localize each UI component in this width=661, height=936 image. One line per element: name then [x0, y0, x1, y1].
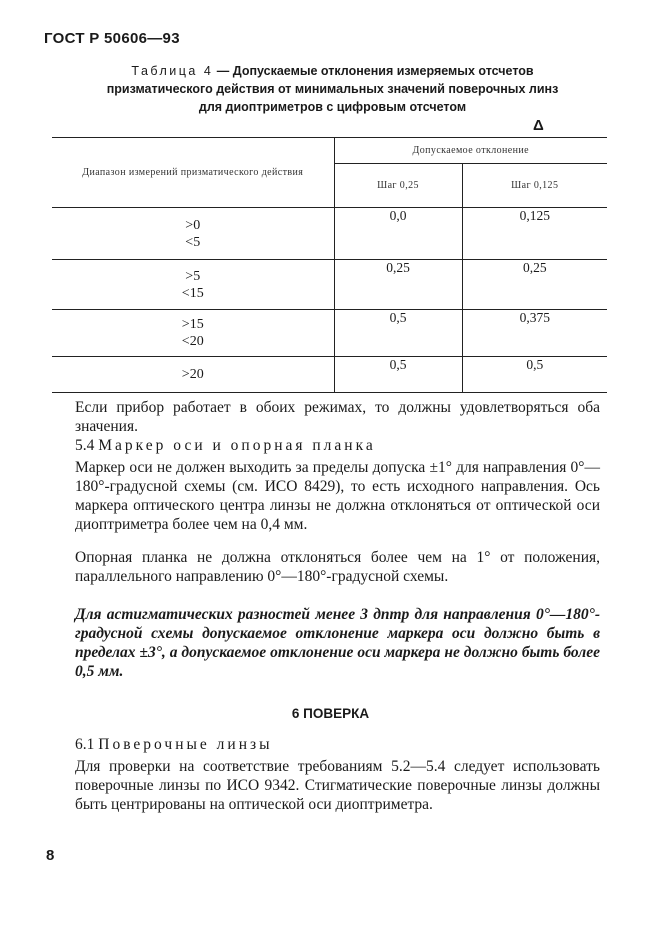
value-step-0125: 0,375 [462, 310, 607, 357]
value-step-025: 0,25 [334, 260, 462, 310]
section-6-title: 6 ПОВЕРКА [291, 706, 370, 721]
range-cell: >0 <5 [52, 208, 334, 260]
value-step-025: 0,5 [334, 357, 462, 393]
table-row [52, 208, 607, 260]
paragraph-axis-marker: Маркер оси не должен выходить за пределы допуска ±1° для направления 0°—180°-градусной схемы (см. ИСО 8429), то есть исходного направления. Ось маркера оптического центра линзы не должна отклоняться от оптической оси диоптриметра более чем на 0,4 мм. [75, 459, 600, 533]
value-step-0125: 0,5 [462, 357, 607, 393]
header-allowed-deviation: Допускаемое отклонение [334, 138, 607, 164]
header-step-0125: Шаг 0,125 [462, 164, 607, 208]
value-step-0125: 0,25 [462, 260, 607, 310]
section-6-1-heading: 6.1 Поверочные линзы [75, 736, 273, 753]
value-step-0125: 0,125 [462, 208, 607, 260]
value-step-025: 0,0 [334, 208, 462, 260]
value-step-025: 0,5 [334, 310, 462, 357]
range-cell: >20 [52, 357, 334, 393]
table-caption-title: — Допускаемые отклонения измеряемых отсчетов [213, 64, 534, 78]
header-range: Диапазон измерений призматического действия [52, 138, 334, 208]
paragraph-reference-bar: Опорная планка не должна отклоняться более чем на 1° от положения, параллельного направлению 0°—180°-градусной схемы. [75, 549, 600, 585]
table-caption-line-1 [60, 62, 605, 80]
range-cell: >5 <15 [52, 260, 334, 310]
table-row [52, 310, 607, 357]
table-caption-line-2: призматического действия от минимальных значений поверочных линз [106, 82, 559, 96]
paragraph-test-lenses: Для проверки на соответствие требованиям 5.2—5.4 следует использовать поверочные линзы по ИСО 9342. Стигматические поверочные линзы должны быть центрированы на оптической оси диоптриметра. [75, 758, 600, 813]
document-header: ГОСТ Р 50606—93 [44, 30, 180, 47]
table-caption-label: Таблица 4 [131, 64, 214, 78]
unit-symbol: Δ [533, 117, 544, 134]
page-number: 8 [46, 847, 55, 864]
paragraph-both-modes: Если прибор работает в обоих режимах, то должны удовлетворяться оба значения. [75, 399, 600, 435]
table-row [52, 260, 607, 310]
table-caption-line-3: для диоптриметров с цифровым отсчетом [198, 100, 467, 114]
deviation-table [52, 137, 607, 393]
header-step-025: Шаг 0,25 [334, 164, 462, 208]
range-cell: >15 <20 [52, 310, 334, 357]
paragraph-astigmatic: Для астигматических разностей менее 3 дптр для направления 0°—180°-градусной схемы допускаемое отклонение маркера оси должно быть в пределах ±3°, а допускаемое отклонение оси маркера не должно быть более 0,5 мм. [75, 606, 600, 680]
section-5-4-heading: 5.4 Маркер оси и опорная планка [75, 437, 376, 454]
table-row [52, 357, 607, 393]
